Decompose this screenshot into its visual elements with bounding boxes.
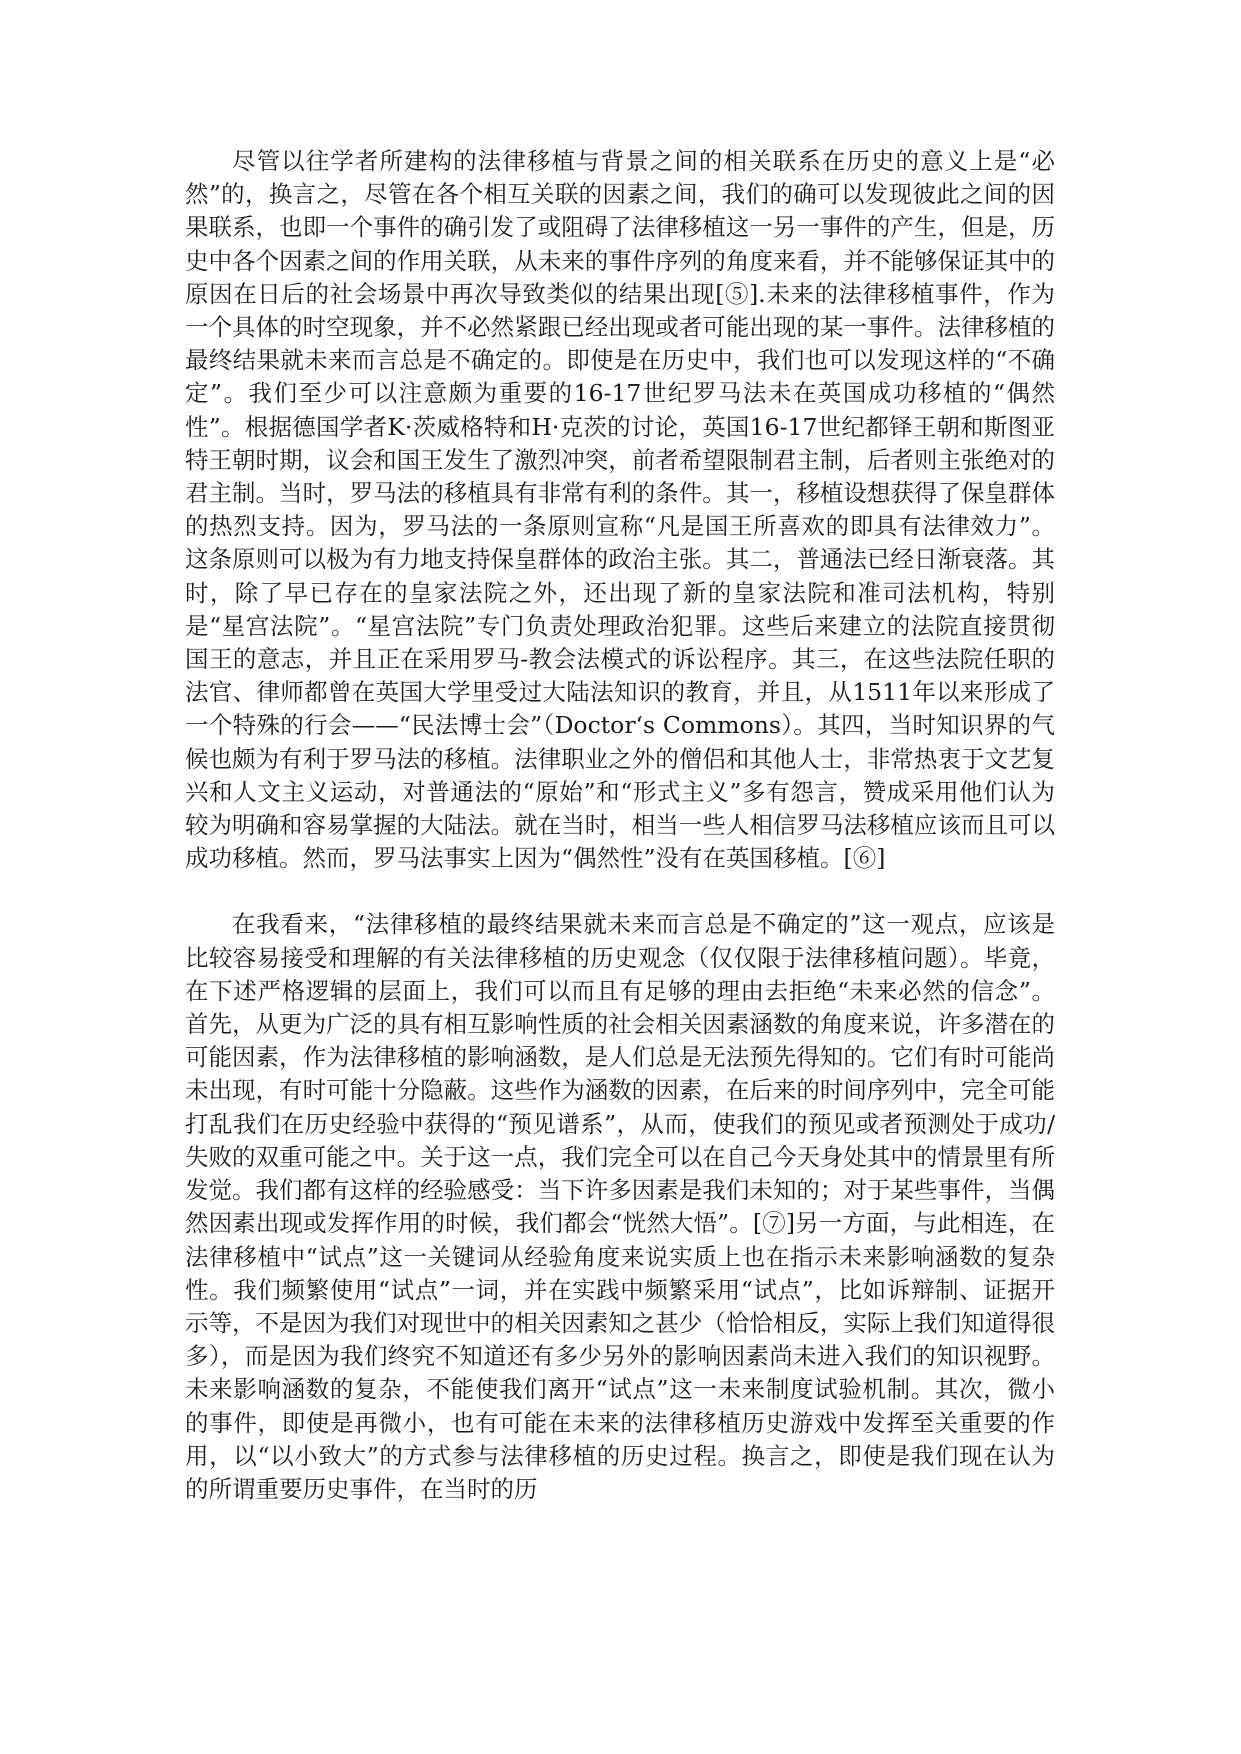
paragraph-1: 尽管以往学者所建构的法律移植与背景之间的相关联系在历史的意义上是“必然”的，换言之，尽管在各个相互关联的因素之间，我们的确可以发现彼此之间的因果联系，也即一个事件的确引发了或阻碍了法律移植这一另一事件的产生，但是，历史中各个因素之间的作用关联，从未来的事件序列的角度来看，并不能够保证其中的原因在日后的社会场景中再次导致类似的结果出现[⑤].未来的法律移植事件，作为一个具体的时空现象，并不必然紧跟已经出现或者可能出现的某一事件。法律移植的最终结果就未来而言总是不确定的。即使是在历史中，我们也可以发现这样的“不确定”。我们至少可以注意颇为重要的16-17世纪罗马法未在英国成功移植的“偶然性”。根据德国学者K·茨威格特和H·克茨的讨论，英国16-17世纪都铎王朝和斯图亚特王朝时期，议会和国王发生了激烈冲突，前者希望限制君主制，后者则主张绝对的君主制。当时，罗马法的移植具有非常有利的条件。其一，移植设想获得了保皇群体的热烈支持。因为，罗马法的一条原则宣称“凡是国王所喜欢的即具有法律效力”。这条原则可以极为有力地支持保皇群体的政治主张。其二，普通法已经日渐衰落。其时，除了早已存在的皇家法院之外，还出现了新的皇家法院和准司法机构，特别是“星宫法院”。“星宫法院”专门负责处理政治犯罪。这些后来建立的法院直接贯彻国王的意志，并且正在采用罗马-教会法模式的诉讼程序。其三，在这些法院任职的法官、律师都曾在英国大学里受过大陆法知识的教育，并且，从1511年以来形成了一个特殊的行会——“民法博士会”（Doctor‘s Commons）。其四，当时知识界的气候也颇为有利于罗马法的移植。法律职业之外的僧侣和其他人士，非常热衷于文艺复兴和人文主义运动，对普通法的“原始”和“形式主义”多有怨言，赞成采用他们认为较为明确和容易掌握的大陆法。就在当时，相当一些人相信罗马法移植应该而且可以成功移植。然而，罗马法事实上因为“偶然性”没有在英国移植。[⑥]: [185, 147, 1055, 873]
document-body: [185, 145, 1055, 1506]
paragraph-2: 在我看来，“法律移植的最终结果就未来而言总是不确定的”这一观点，应该是比较容易接受和理解的有关法律移植的历史观念（仅仅限于法律移植问题）。毕竟，在下述严格逻辑的层面上，我们可以而且有足够的理由去拒绝“未来必然的信念”。首先，从更为广泛的具有相互影响性质的社会相关因素涵数的角度来说，许多潜在的可能因素，作为法律移植的影响涵数，是人们总是无法预先得知的。它们有时可能尚未出现，有时可能十分隐蔽。这些作为涵数的因素，在后来的时间序列中，完全可能打乱我们在历史经验中获得的“预见谱系”，从而，使我们的预见或者预测处于成功/失败的双重可能之中。关于这一点，我们完全可以在自己今天身处其中的情景里有所发觉。我们都有这样的经验感受：当下许多因素是我们未知的；对于某些事件，当偶然因素出现或发挥作用的时候，我们都会“恍然大悟”。[⑦]另一方面，与此相连，在法律移植中“试点”这一关键词从经验角度来说实质上也在指示未来影响涵数的复杂性。我们频繁使用“试点”一词，并在实践中频繁采用“试点”，比如诉辩制、证据开示等，不是因为我们对现世中的相关因素知之甚少（恰恰相反，实际上我们知道得很多），而是因为我们终究不知道还有多少另外的影响因素尚未进入我们的知识视野。未来影响涵数的复杂，不能使我们离开“试点”这一未来制度试验机制。其次，微小的事件，即使是再微小，也有可能在未来的法律移植历史游戏中发挥至关重要的作用，以“以小致大”的方式参与法律移植的历史过程。换言之，即使是我们现在认为的所谓重要历史事件，在当时的历: [185, 910, 1055, 1503]
